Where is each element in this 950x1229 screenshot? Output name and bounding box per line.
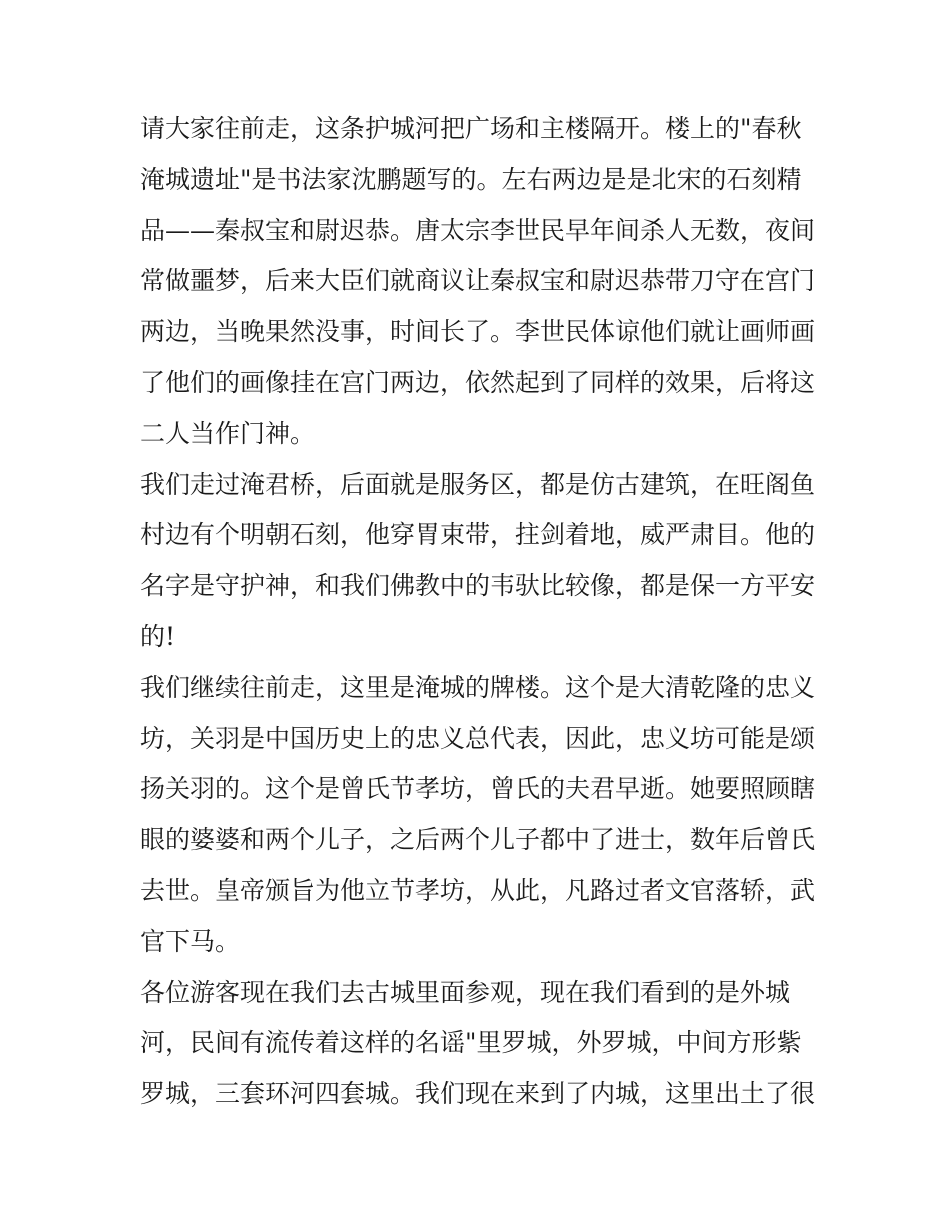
text-line: 去世。皇帝颁旨为他立节孝坊，从此，凡路过者文官落轿，武	[140, 875, 816, 905]
text-line: 的!	[140, 621, 176, 651]
text-line: 淹城遗址"是书法家沈鹏题写的。左右两边是是北宋的石刻精	[140, 164, 802, 194]
body-text	[140, 104, 815, 1120]
text-line: 扬关羽的。这个是曾氏节孝坊，曾氏的夫君早逝。她要照顾瞎	[140, 774, 816, 804]
text-line: 眼的婆婆和两个儿子，之后两个儿子都中了进士，数年后曾氏	[140, 825, 816, 855]
text-line: 罗城，三套环河四套城。我们现在来到了内城，这里出土了很	[140, 1079, 816, 1109]
text-line: 村边有个明朝石刻，他穿胃束带，拄剑着地，威严肃目。他的	[140, 520, 816, 550]
text-line: 坊，关羽是中国历史上的忠义总代表，因此，忠义坊可能是颂	[140, 723, 816, 753]
text-line: 各位游客现在我们去古城里面参观，现在我们看到的是外城	[140, 977, 791, 1007]
text-line: 名字是守护神，和我们佛教中的韦驮比较像，都是保一方平安	[140, 571, 816, 601]
text-line: 两边，当晚果然没事，时间长了。李世民体谅他们就让画师画	[140, 317, 816, 347]
text-line: 二人当作门神。	[140, 418, 316, 448]
text-line: 官下马。	[140, 926, 241, 956]
text-line: 品——秦叔宝和尉迟恭。唐太宗李世民早年间杀人无数，夜间	[140, 215, 816, 245]
text-line: 我们继续往前走，这里是淹城的牌楼。这个是大清乾隆的忠义	[140, 672, 816, 702]
text-line: 请大家往前走，这条护城河把广场和主楼隔开。楼上的"春秋	[140, 114, 802, 143]
text-line: 我们走过淹君桥，后面就是服务区，都是仿古建筑，在旺阁鱼	[140, 469, 816, 499]
text-line: 了他们的画像挂在宫门两边，依然起到了同样的效果，后将这	[140, 367, 816, 397]
text-line: 河，民间有流传着这样的名谣"里罗城，外罗城，中间方形紫	[140, 1028, 802, 1058]
text-line: 常做噩梦，后来大臣们就商议让秦叔宝和尉迟恭带刀守在宫门	[140, 266, 816, 296]
